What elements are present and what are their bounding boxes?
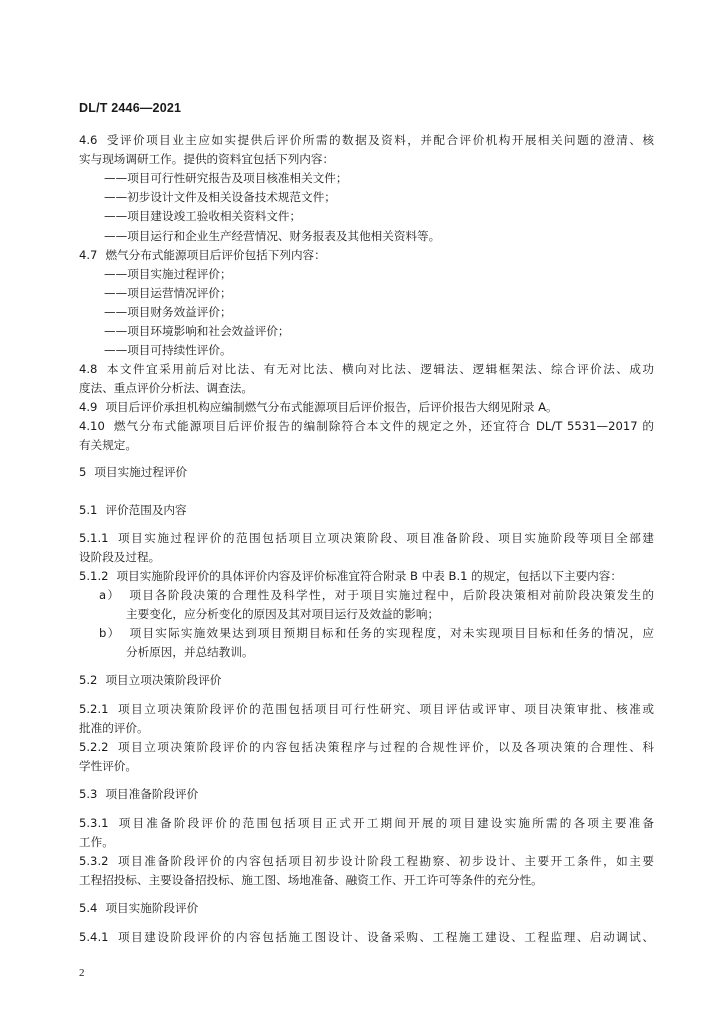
list-item: ——项目可持续性评价。 bbox=[104, 343, 232, 357]
clause-4-9-line-1 bbox=[79, 400, 654, 415]
clause-5-2-1-line-1 bbox=[79, 702, 654, 717]
clause-number: 5.1.2 bbox=[79, 569, 109, 583]
clause-text: 项目后评价承担机构应编制燃气分布式能源项目后评价报告，后评价报告大纲见附录 A。 bbox=[105, 400, 558, 414]
list-item-a bbox=[99, 588, 654, 603]
clause-4-6-line-1 bbox=[79, 133, 654, 148]
clause-5-4-1-line-1 bbox=[79, 930, 654, 945]
clause-text: 项目立项决策阶段评价的范围包括项目可行性研究、项目评估或评审、项目决策审批、核准或 bbox=[116, 702, 654, 716]
clause-text: 项目准备阶段评价的内容包括项目初步设计阶段工程勘察、初步设计、主要开工条件，如主要 bbox=[116, 854, 654, 868]
clause-number: 4.6 bbox=[79, 133, 98, 147]
list-item: ——项目建设竣工验收相关资料文件； bbox=[104, 209, 302, 223]
clause-5-2-1-line-2: 批准的评价。 bbox=[79, 721, 149, 735]
clause-5-1-1-line-2: 设阶段及过程。 bbox=[79, 550, 161, 564]
clause-number: 4.9 bbox=[79, 400, 98, 414]
page-number: 2 bbox=[79, 967, 85, 979]
list-item: ——项目环境影响和社会效益评价； bbox=[104, 324, 290, 338]
clause-5-2-2-line-1 bbox=[79, 740, 654, 755]
clause-5-1-1-line-1 bbox=[79, 531, 654, 546]
list-item-a-cont: 主要变化，应分析变化的原因及其对项目运行及效益的影响； bbox=[126, 607, 440, 621]
list-item: ——项目运营情况评价； bbox=[104, 286, 232, 300]
clause-text: 燃气分布式能源项目后评价包括下列内容： bbox=[105, 248, 326, 262]
list-item: ——项目财务效益评价； bbox=[104, 305, 232, 319]
clause-number: 4.8 bbox=[79, 362, 98, 376]
document-header: DL/T 2446—2021 bbox=[79, 101, 182, 115]
clause-number: 5.1.1 bbox=[79, 531, 109, 545]
clause-5-3-1-line-1 bbox=[79, 816, 654, 831]
section-number: 5.4 bbox=[79, 901, 98, 915]
clause-5-3-2-line-1 bbox=[79, 854, 654, 869]
list-item: ——初步设计文件及相关设备技术规范文件； bbox=[104, 190, 336, 204]
clause-text: 项目建设阶段评价的内容包括施工图设计、设备采购、工程施工建设、工程监理、启动调试、 bbox=[116, 930, 654, 944]
list-text: 项目各阶段决策的合理性及科学性，对于项目实施过程中，后阶段决策相对前阶段决策发生的 bbox=[128, 588, 654, 602]
section-5-heading bbox=[79, 465, 654, 480]
list-label: a） bbox=[99, 588, 121, 602]
clause-number: 5.2.2 bbox=[79, 740, 109, 754]
section-5-2-heading bbox=[79, 673, 654, 688]
clause-number: 5.2.1 bbox=[79, 702, 109, 716]
section-number: 5.3 bbox=[79, 787, 98, 801]
section-5-1-heading bbox=[79, 503, 654, 518]
clause-4-8-line-1 bbox=[79, 362, 654, 377]
section-number: 5.1 bbox=[79, 503, 98, 517]
section-5-4-heading bbox=[79, 901, 654, 916]
section-title: 项目准备阶段评价 bbox=[105, 787, 199, 801]
clause-number: 4.10 bbox=[79, 419, 105, 433]
clause-4-10-line-1 bbox=[79, 419, 654, 434]
clause-4-7-line-1 bbox=[79, 248, 654, 263]
clause-text: 受评价项目业主应如实提供后评价所需的数据及资料，并配合评价机构开展相关问题的澄清、核 bbox=[105, 133, 654, 147]
clause-text: 项目准备阶段评价的范围包括项目正式开工期间开展的项目建设实施所需的各项主要准备 bbox=[116, 816, 654, 830]
clause-5-2-2-line-2: 学性评价。 bbox=[79, 759, 137, 773]
clause-number: 4.7 bbox=[79, 248, 98, 262]
clause-text: 燃气分布式能源项目后评价报告的编制除符合本文件的规定之外，还宜符合 DL/T 5531—2017 的 bbox=[112, 419, 654, 433]
clause-5-3-2-line-2: 工程招投标、主要设备招投标、施工图、场地准备、融资工作、开工许可等条件的充分性。 bbox=[79, 873, 543, 887]
section-5-3-heading bbox=[79, 787, 654, 802]
clause-4-10-line-2: 有关规定。 bbox=[79, 438, 137, 452]
clause-5-3-1-line-2: 工作。 bbox=[79, 835, 114, 849]
clause-4-6-line-2: 实与现场调研工作。提供的资料宜包括下列内容： bbox=[79, 152, 335, 166]
clause-4-8-line-2: 度法、重点评价分析法、调查法。 bbox=[79, 381, 253, 395]
list-item: ——项目可行性研究报告及项目核准相关文件； bbox=[104, 171, 348, 185]
clause-text: 项目立项决策阶段评价的内容包括决策程序与过程的合规性评价，以及各项决策的合理性、科 bbox=[116, 740, 654, 754]
list-label: b） bbox=[99, 626, 121, 640]
section-title: 项目实施阶段评价 bbox=[105, 901, 199, 915]
list-text: 项目实际实施效果达到项目预期目标和任务的实现程度，对未实现项目目标和任务的情况，应 bbox=[128, 626, 654, 640]
clause-number: 5.3.1 bbox=[79, 816, 109, 830]
clause-text: 项目实施过程评价的范围包括项目立项决策阶段、项目准备阶段、项目实施阶段等项目全部建 bbox=[116, 531, 654, 545]
list-item: ——项目运行和企业生产经营情况、财务报表及其他相关资料等。 bbox=[104, 229, 441, 243]
clause-number: 5.3.2 bbox=[79, 854, 109, 868]
list-item: ——项目实施过程评价； bbox=[104, 267, 232, 281]
section-number: 5.2 bbox=[79, 673, 98, 687]
list-item-b-cont: 分析原因，并总结教训。 bbox=[126, 645, 254, 659]
clause-5-1-2-line-1 bbox=[79, 569, 654, 584]
list-item-b bbox=[99, 626, 654, 641]
section-title: 项目实施过程评价 bbox=[94, 465, 188, 479]
section-title: 评价范围及内容 bbox=[105, 503, 187, 517]
clause-text: 本文件宜采用前后对比法、有无对比法、横向对比法、逻辑法、逻辑框架法、综合评价法、成功 bbox=[105, 362, 654, 376]
clause-number: 5.4.1 bbox=[79, 930, 109, 944]
section-number: 5 bbox=[79, 465, 87, 479]
clause-text: 项目实施阶段评价的具体评价内容及评价标准宜符合附录 B 中表 B.1 的规定，包括以下主要内容： bbox=[116, 569, 622, 583]
section-title: 项目立项决策阶段评价 bbox=[105, 673, 222, 687]
